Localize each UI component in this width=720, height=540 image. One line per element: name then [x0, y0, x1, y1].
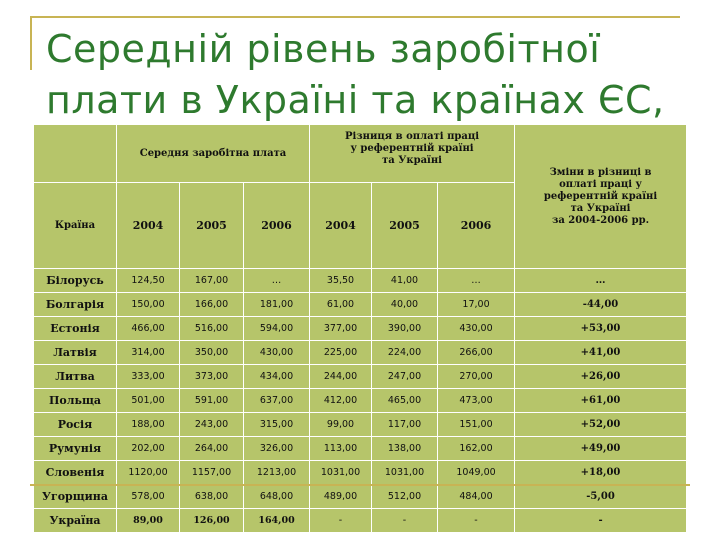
value-cell-w2006: 430,00 [244, 341, 310, 365]
value-cell-d2006: … [438, 269, 515, 293]
table-row [34, 293, 687, 317]
value-cell-d2004: 377,00 [310, 317, 372, 341]
value-cell-w2005: 243,00 [180, 413, 244, 437]
value-cell-w2005: 638,00 [180, 485, 244, 509]
value-cell-d2006: 266,00 [438, 341, 515, 365]
change-cell: +18,00 [515, 461, 687, 485]
value-cell-w2005: 516,00 [180, 317, 244, 341]
country-cell: Болгарія [34, 293, 117, 317]
country-cell: Польща [34, 389, 117, 413]
slide-title: Середній рівень заробітної плати в Україні та країнах ЄС, [46, 27, 665, 122]
footer-rule [30, 484, 690, 486]
value-cell-d2005: - [372, 509, 438, 533]
value-cell-d2004: 35,50 [310, 269, 372, 293]
table-row [34, 341, 687, 365]
table-row [34, 413, 687, 437]
table-row [34, 485, 687, 509]
value-cell-w2005: 1157,00 [180, 461, 244, 485]
value-cell-w2005: 264,00 [180, 437, 244, 461]
value-cell-d2004: 1031,00 [310, 461, 372, 485]
value-cell-d2005: 390,00 [372, 317, 438, 341]
value-cell-w2004: 314,00 [117, 341, 180, 365]
value-cell-d2005: 138,00 [372, 437, 438, 461]
header-change: Зміни в різниці в оплаті праці у референтній країні та Україні за 2004-2006 рр. [515, 125, 687, 269]
value-cell-w2006: … [244, 269, 310, 293]
header-difference: Різниця в оплаті праці у референтній країні та Україні [310, 125, 515, 183]
country-cell: Угорщина [34, 485, 117, 509]
value-cell-w2006: 637,00 [244, 389, 310, 413]
country-cell: Румунія [34, 437, 117, 461]
value-cell-w2005: 373,00 [180, 365, 244, 389]
change-cell: +53,00 [515, 317, 687, 341]
value-cell-w2004: 150,00 [117, 293, 180, 317]
value-cell-d2004: 412,00 [310, 389, 372, 413]
table-row [34, 365, 687, 389]
value-cell-d2005: 41,00 [372, 269, 438, 293]
change-cell: +26,00 [515, 365, 687, 389]
country-cell: Україна [34, 509, 117, 533]
header-blank [34, 125, 117, 183]
value-cell-d2006: 473,00 [438, 389, 515, 413]
table-row [34, 461, 687, 485]
table-row [34, 437, 687, 461]
change-cell: - [515, 509, 687, 533]
value-cell-w2006: 315,00 [244, 413, 310, 437]
change-cell: -5,00 [515, 485, 687, 509]
value-cell-w2005: 591,00 [180, 389, 244, 413]
value-cell-d2004: 225,00 [310, 341, 372, 365]
header-year-diff-2005: 2005 [372, 183, 438, 269]
title-left-rule [30, 16, 32, 70]
value-cell-d2006: 270,00 [438, 365, 515, 389]
value-cell-d2006: - [438, 509, 515, 533]
header-year-diff-2006: 2006 [438, 183, 515, 269]
value-cell-d2005: 117,00 [372, 413, 438, 437]
country-cell: Литва [34, 365, 117, 389]
wage-table [33, 124, 687, 533]
value-cell-d2005: 512,00 [372, 485, 438, 509]
value-cell-w2004: 89,00 [117, 509, 180, 533]
value-cell-d2004: 244,00 [310, 365, 372, 389]
country-cell: Естонія [34, 317, 117, 341]
value-cell-w2004: 188,00 [117, 413, 180, 437]
value-cell-w2006: 594,00 [244, 317, 310, 341]
value-cell-d2005: 247,00 [372, 365, 438, 389]
table-row [34, 389, 687, 413]
change-cell: +52,00 [515, 413, 687, 437]
country-cell: Білорусь [34, 269, 117, 293]
header-year-wage-2005: 2005 [180, 183, 244, 269]
change-cell: +61,00 [515, 389, 687, 413]
value-cell-d2004: - [310, 509, 372, 533]
value-cell-w2006: 1213,00 [244, 461, 310, 485]
value-cell-w2004: 124,50 [117, 269, 180, 293]
value-cell-d2005: 1031,00 [372, 461, 438, 485]
header-year-wage-2006: 2006 [244, 183, 310, 269]
value-cell-d2006: 484,00 [438, 485, 515, 509]
header-year-wage-2004: 2004 [117, 183, 180, 269]
value-cell-w2004: 466,00 [117, 317, 180, 341]
value-cell-d2006: 17,00 [438, 293, 515, 317]
value-cell-w2006: 434,00 [244, 365, 310, 389]
value-cell-w2005: 126,00 [180, 509, 244, 533]
value-cell-w2004: 333,00 [117, 365, 180, 389]
table-row [34, 509, 687, 533]
table-body [34, 269, 687, 533]
table-row [34, 317, 687, 341]
table-row [34, 269, 687, 293]
header-avg-wage: Середня заробітна плата [117, 125, 310, 183]
value-cell-d2006: 162,00 [438, 437, 515, 461]
value-cell-d2005: 465,00 [372, 389, 438, 413]
value-cell-d2005: 224,00 [372, 341, 438, 365]
value-cell-d2005: 40,00 [372, 293, 438, 317]
value-cell-w2006: 181,00 [244, 293, 310, 317]
value-cell-d2004: 489,00 [310, 485, 372, 509]
country-cell: Словенія [34, 461, 117, 485]
value-cell-w2005: 350,00 [180, 341, 244, 365]
value-cell-w2006: 326,00 [244, 437, 310, 461]
value-cell-w2006: 648,00 [244, 485, 310, 509]
value-cell-d2006: 151,00 [438, 413, 515, 437]
change-cell: +41,00 [515, 341, 687, 365]
value-cell-d2004: 61,00 [310, 293, 372, 317]
value-cell-w2004: 1120,00 [117, 461, 180, 485]
value-cell-w2004: 501,00 [117, 389, 180, 413]
header-country: Країна [34, 183, 117, 269]
value-cell-d2004: 99,00 [310, 413, 372, 437]
header-year-diff-2004: 2004 [310, 183, 372, 269]
value-cell-w2005: 166,00 [180, 293, 244, 317]
value-cell-w2004: 578,00 [117, 485, 180, 509]
change-cell: -44,00 [515, 293, 687, 317]
value-cell-w2006: 164,00 [244, 509, 310, 533]
change-cell: … [515, 269, 687, 293]
value-cell-w2004: 202,00 [117, 437, 180, 461]
value-cell-d2006: 1049,00 [438, 461, 515, 485]
value-cell-d2004: 113,00 [310, 437, 372, 461]
value-cell-d2006: 430,00 [438, 317, 515, 341]
title-top-rule [30, 16, 680, 18]
country-cell: Латвія [34, 341, 117, 365]
country-cell: Росія [34, 413, 117, 437]
change-cell: +49,00 [515, 437, 687, 461]
value-cell-w2005: 167,00 [180, 269, 244, 293]
